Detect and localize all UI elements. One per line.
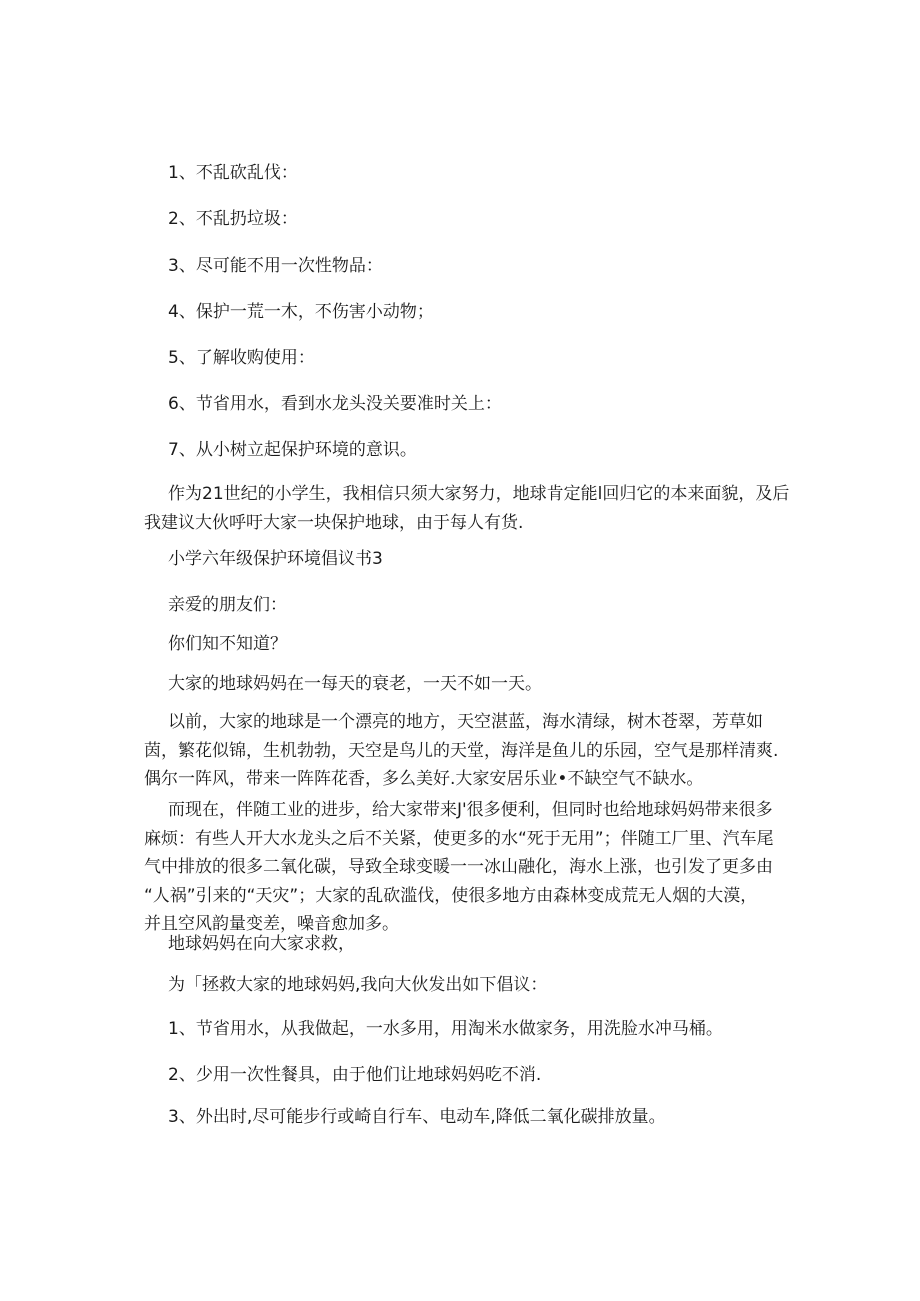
list-item: 5、了解收购使用： bbox=[168, 348, 315, 368]
list-item: 7、从小树立起保护环境的意识。 bbox=[168, 440, 417, 460]
statement: 大家的地球妈妈在一每天的衰老，一天不如一天。 bbox=[168, 674, 542, 694]
paragraph-line: 偶尔一阵风，带来一阵阵花香，多么美好.大家安居乐业•不缺空气不缺水。 bbox=[144, 769, 704, 789]
closing-paragraph bbox=[144, 480, 790, 537]
list-item: 1、节省用水，从我做起，一水多用，用淘米水做家务，用洗脸水冲马桶。 bbox=[168, 1019, 723, 1039]
list-item: 2、不乱扔垃圾： bbox=[168, 209, 298, 229]
list-item: 4、保护一荒一木，不伤害小动物； bbox=[168, 302, 434, 322]
list-item: 3、外出时,尽可能步行或崎自行车、电动车,降低二氧化碳排放量。 bbox=[168, 1107, 666, 1127]
proposal-intro: 为「拯救大家的地球妈妈,我向大伙发出如下倡议： bbox=[168, 975, 548, 995]
greeting: 亲爱的朋友们： bbox=[168, 595, 287, 615]
list-item: 3、尽可能不用一次性物品： bbox=[168, 256, 383, 276]
list-item: 2、少用一次性餐具，由于他们让地球妈妈吃不消. bbox=[168, 1065, 542, 1085]
question: 你们知不知道？ bbox=[168, 634, 287, 654]
paragraph-line: 麻烦：有些人开大水龙头之后不关紧，使更多的水“死于无用”；伴随工厂里、汽车尾 bbox=[144, 828, 774, 849]
paragraph-line: 茵，繁花似锦，生机勃勃，天空是鸟儿的天堂，海洋是鱼儿的乐园，空气是那样清爽. bbox=[144, 740, 779, 761]
section-title: 小学六年级保护环境倡议书3 bbox=[168, 549, 383, 569]
paragraph-line: 并且空风韵量变差，噪音愈加多。 bbox=[144, 914, 399, 934]
present-paragraph bbox=[144, 796, 774, 939]
past-paragraph bbox=[144, 708, 779, 794]
plea: 地球妈妈在向大家求救， bbox=[168, 934, 355, 954]
paragraph-line: 气中排放的很多二氧化碳，导致全球变暖一一冰山融化，海水上涨，也引发了更多由 bbox=[144, 857, 773, 877]
paragraph-line: “人祸”引来的“天灾”；大家的乱砍滥伐，使很多地方由森林变成荒无人烟的大漠， bbox=[144, 885, 758, 906]
list-item: 1、不乱砍乱伐： bbox=[168, 163, 298, 183]
paragraph-line: 以前，大家的地球是一个漂亮的地方，天空湛蓝，海水清绿，树木苍翠，芳草如 bbox=[168, 712, 763, 732]
paragraph-line: 我建议大伙呼吁大家一块保护地球，由于每人有货. bbox=[144, 512, 524, 533]
list-item: 6、节省用水，看到水龙头没关要准时关上： bbox=[168, 394, 502, 414]
paragraph-line: 作为21世纪的小学生，我相信只须大家努力，地球肯定能l回归它的本来面貌，及后 bbox=[168, 484, 790, 504]
paragraph-line: 而现在，伴随工业的进步，给大家带来J'很多便利，但同时也给地球妈妈带来很多 bbox=[168, 800, 773, 820]
